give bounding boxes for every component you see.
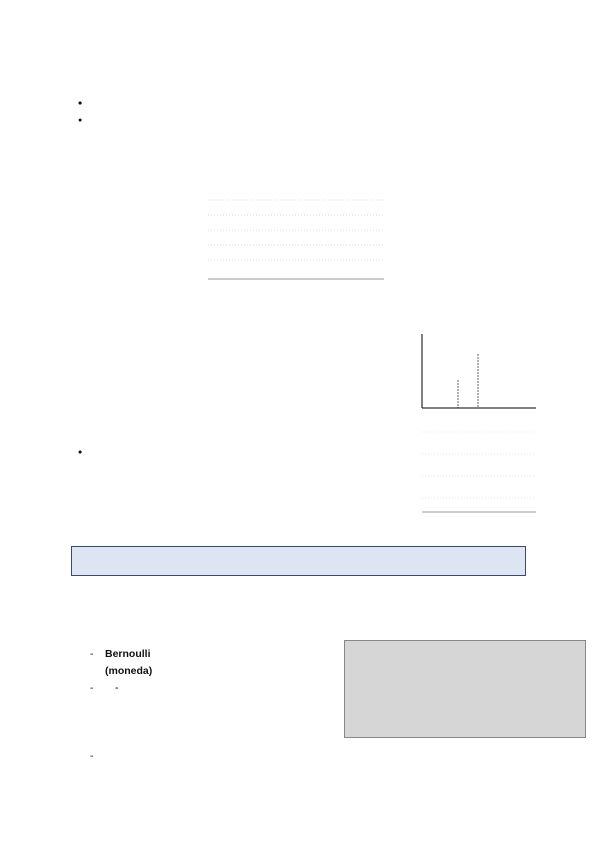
distribution-grid <box>344 640 586 738</box>
models-list <box>87 646 342 680</box>
birth-weight-histogram <box>200 188 390 300</box>
bullet <box>73 95 533 112</box>
continuous-bullets <box>73 95 533 112</box>
density-curve-graph <box>408 330 540 418</box>
list-item: - Bernoulli (moneda) <box>87 646 342 680</box>
age-histogram <box>404 418 544 526</box>
section2-header <box>71 546 526 576</box>
